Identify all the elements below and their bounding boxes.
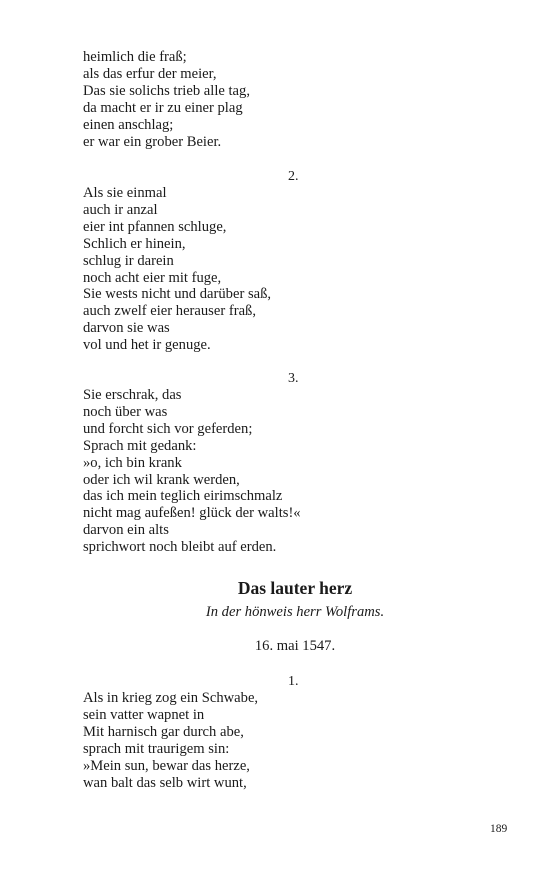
stanza-number: 1.	[288, 674, 299, 689]
verse-line: oder ich wil krank werden,	[83, 471, 240, 488]
verse-line: Sie erschrak, das	[83, 387, 182, 403]
stanza-number: 3.	[288, 371, 299, 386]
poem-subtitle: In der hönweis herr Wolframs.	[205, 604, 385, 620]
verse-line: eier int pfannen schluge,	[83, 218, 227, 235]
stanza-continuation	[83, 49, 250, 150]
verse-line: schlug ir darein	[83, 252, 174, 269]
verse-line: noch über was	[83, 403, 168, 420]
verse-line: darvon sie was	[83, 320, 170, 337]
verse-line: sprichwort noch bleibt auf erden.	[83, 539, 277, 556]
page-number: 189	[490, 823, 508, 835]
verse-line: darvon ein alts	[83, 522, 169, 539]
stanza-3	[83, 387, 301, 556]
verse-line: und forcht sich vor geferden;	[83, 420, 253, 437]
verse-line: »o, ich bin krank	[83, 454, 182, 471]
verse-line: nicht mag aufeßen! glück der walts!«	[83, 505, 301, 522]
poem-title: Das lauter herz	[237, 578, 353, 598]
verse-line: Schlich er hinein,	[83, 235, 186, 252]
verse-line: einen anschlag;	[83, 116, 174, 133]
stanza-1-new-poem	[83, 690, 258, 791]
verse-line: Mit harnisch gar durch abe,	[83, 723, 244, 740]
verse-line: auch zwelf eier herauser fraß,	[83, 303, 256, 320]
verse-line: Als sie einmal	[83, 185, 167, 201]
verse-line: heimlich die fraß;	[83, 49, 187, 65]
verse-line: Sie wests nicht und darüber saß,	[83, 286, 272, 303]
verse-line: auch ir anzal	[83, 201, 158, 218]
verse-line: Als in krieg zog ein Schwabe,	[83, 690, 259, 706]
stanza-2	[83, 185, 271, 354]
verse-line: er war ein grober Beier.	[83, 133, 222, 150]
verse-line: das ich mein teglich eirimschmalz	[83, 488, 283, 505]
verse-line: »Mein sun, bewar das herze,	[83, 757, 250, 774]
verse-line: da macht er ir zu einer plag	[83, 99, 243, 116]
verse-line: als das erfur der meier,	[83, 65, 217, 82]
verse-line: wan balt das selb wirt wunt,	[83, 774, 247, 791]
verse-line: vol und het ir genuge.	[83, 337, 211, 354]
stanza-number: 2.	[288, 169, 299, 184]
poem-date: 16. mai 1547.	[254, 638, 336, 654]
verse-line: Das sie solichs trieb alle tag,	[83, 82, 250, 99]
verse-line: sprach mit traurigem sin:	[83, 740, 230, 757]
verse-line: Sprach mit gedank:	[83, 437, 197, 454]
verse-line: sein vatter wapnet in	[83, 706, 205, 723]
verse-line: noch acht eier mit fuge,	[83, 269, 222, 286]
